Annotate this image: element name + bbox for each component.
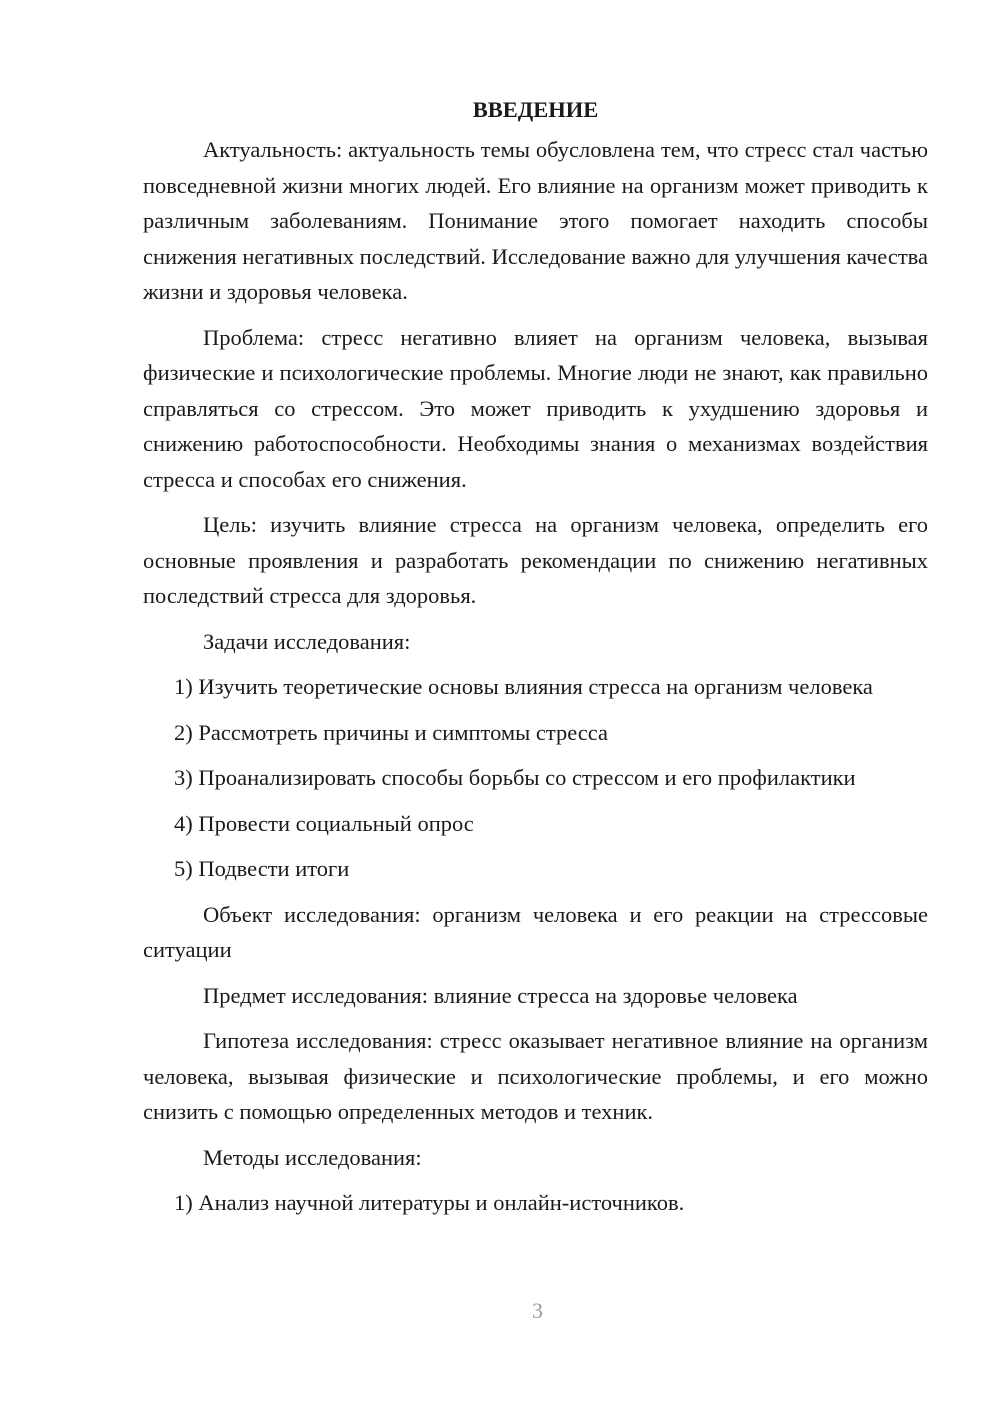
problem-paragraph: Проблема: стресс негативно влияет на организм человека, вызывая физические и психологические проблемы. Многие люди не знают, как правильно справляться со стрессом. Это может приводить к ухудшению здоровья и снижению работоспособности. Необходимы знания о механизмах воздействия стресса и способах его снижения. — [143, 324, 928, 492]
methods-title: Методы исследования: — [203, 1144, 422, 1170]
relevance-paragraph: Актуальность: актуальность темы обусловлена тем, что стресс стал частью повседневной жизни многих людей. Его влияние на организм может приводить к различным заболеваниям. Понимание этого помогает находить способы снижения негативных последствий. Исследование важно для улучшения качества жизни и здоровья человека. — [143, 137, 928, 304]
hypothesis-paragraph: Гипотеза исследования: стресс оказывает негативное влияние на организм человека, вызывая физические и психологические проблемы, и его можно снизить с помощью определенных методов и техник. — [143, 1028, 928, 1124]
task-item: 3) Проанализировать способы борьбы со стрессом и его профилактики — [174, 765, 856, 790]
subject-paragraph: Предмет исследования: влияние стресса на здоровье человека — [203, 982, 798, 1008]
page-body — [143, 92, 928, 1231]
page-number: 3 — [532, 1298, 543, 1323]
task-item: 2) Рассмотреть причины и симптомы стресса — [174, 719, 609, 745]
task-item: 1) Изучить теоретические основы влияния стресса на организм человека — [174, 674, 873, 699]
tasks-title: Задачи исследования: — [203, 628, 411, 654]
method-item: 1) Анализ научной литературы и онлайн-источников. — [174, 1190, 685, 1215]
goal-paragraph: Цель: изучить влияние стресса на организм человека, определить его основные проявления и разработать рекомендации по снижению негативных последствий стресса для здоровья. — [143, 512, 928, 608]
section-heading: ВВЕДЕНИЕ — [472, 97, 599, 122]
task-item: 5) Подвести итоги — [174, 856, 350, 881]
object-paragraph: Объект исследования: организм человека и его реакции на стрессовые ситуации — [143, 901, 928, 962]
task-item: 4) Провести социальный опрос — [174, 810, 474, 836]
